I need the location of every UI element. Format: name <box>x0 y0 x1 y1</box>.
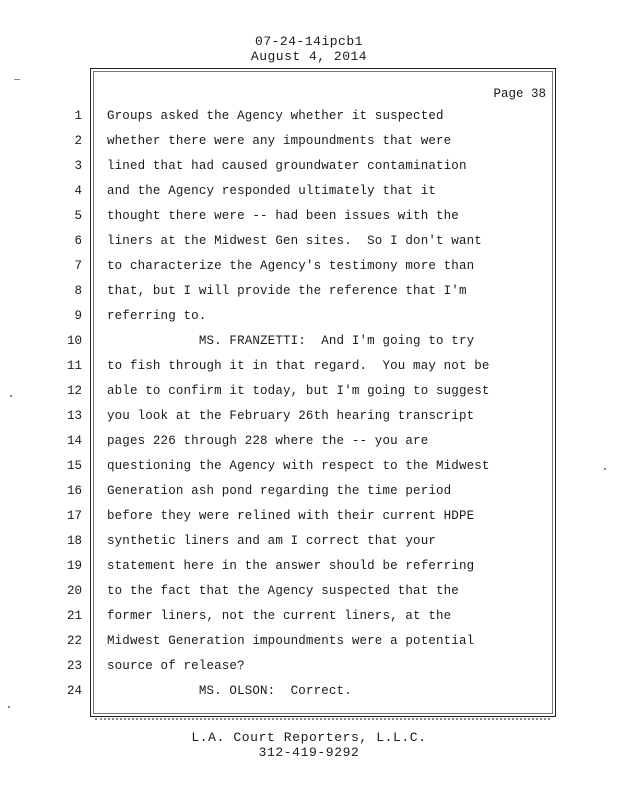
header-date: August 4, 2014 <box>250 49 368 64</box>
transcript-line: to fish through it in that regard. You may not be <box>107 359 490 373</box>
line-number: 18 <box>66 534 82 548</box>
line-number: 16 <box>66 484 82 498</box>
transcript-line: Generation ash pond regarding the time period <box>107 484 452 498</box>
line-number: 20 <box>66 584 82 598</box>
page-number: Page 38 <box>493 87 546 101</box>
header-case-number: 07-24-14ipcb1 <box>255 34 363 49</box>
transcript-line: whether there were any impoundments that were <box>107 134 452 148</box>
transcript-line: pages 226 through 228 where the -- you are <box>107 434 429 448</box>
transcript-line: thought there were -- had been issues with the <box>107 209 459 223</box>
transcript-line: liners at the Midwest Gen sites. So I don't want <box>107 234 482 248</box>
line-number: 4 <box>74 184 82 198</box>
transcript-line: former liners, not the current liners, at the <box>107 609 452 623</box>
line-number: 19 <box>66 559 82 573</box>
transcript-line: synthetic liners and am I correct that your <box>107 534 437 548</box>
line-number: 11 <box>66 359 82 373</box>
scan-speck <box>8 706 10 708</box>
transcript-line: you look at the February 26th hearing transcript <box>107 409 475 423</box>
line-number: 15 <box>66 459 82 473</box>
transcript-line: to the fact that the Agency suspected that the <box>107 584 459 598</box>
line-number: 9 <box>74 309 82 323</box>
line-number: 22 <box>66 634 82 648</box>
line-number: 12 <box>66 384 82 398</box>
transcript-line: and the Agency responded ultimately that it <box>107 184 437 198</box>
line-number: 2 <box>74 134 82 148</box>
line-number: 8 <box>74 284 82 298</box>
transcript-line: Midwest Generation impoundments were a potential <box>107 634 475 648</box>
line-number: 10 <box>66 334 82 348</box>
line-number: 7 <box>74 259 82 273</box>
transcript-line: MS. FRANZETTI: And I'm going to try <box>107 334 475 348</box>
scan-artifact-dots <box>95 718 550 720</box>
line-number: 6 <box>74 234 82 248</box>
line-number: 3 <box>74 159 82 173</box>
scan-speck <box>604 468 606 470</box>
transcript-line: before they were relined with their current HDPE <box>107 509 475 523</box>
footer-company: L.A. Court Reporters, L.L.C. <box>191 730 427 745</box>
transcript-line: referring to. <box>107 309 207 323</box>
transcript-line: source of release? <box>107 659 245 673</box>
line-number: 1 <box>74 109 82 123</box>
transcript-line: that, but I will provide the reference that I'm <box>107 284 467 298</box>
footer-phone: 312-419-9292 <box>258 745 360 760</box>
scan-speck <box>14 79 20 80</box>
transcript-line: to characterize the Agency's testimony more than <box>107 259 475 273</box>
line-number: 24 <box>66 684 82 698</box>
transcript-line: questioning the Agency with respect to the Midwest <box>107 459 490 473</box>
line-number: 13 <box>66 409 82 423</box>
line-number: 14 <box>66 434 82 448</box>
line-number: 17 <box>66 509 82 523</box>
line-number: 23 <box>66 659 82 673</box>
transcript-line: MS. OLSON: Correct. <box>107 684 352 698</box>
transcript-line: able to confirm it today, but I'm going to suggest <box>107 384 490 398</box>
transcript-line: Groups asked the Agency whether it suspected <box>107 109 444 123</box>
line-number: 21 <box>66 609 82 623</box>
transcript-line: lined that had caused groundwater contamination <box>107 159 467 173</box>
scan-speck <box>10 395 12 397</box>
line-number: 5 <box>74 209 82 223</box>
transcript-line: statement here in the answer should be referring <box>107 559 475 573</box>
